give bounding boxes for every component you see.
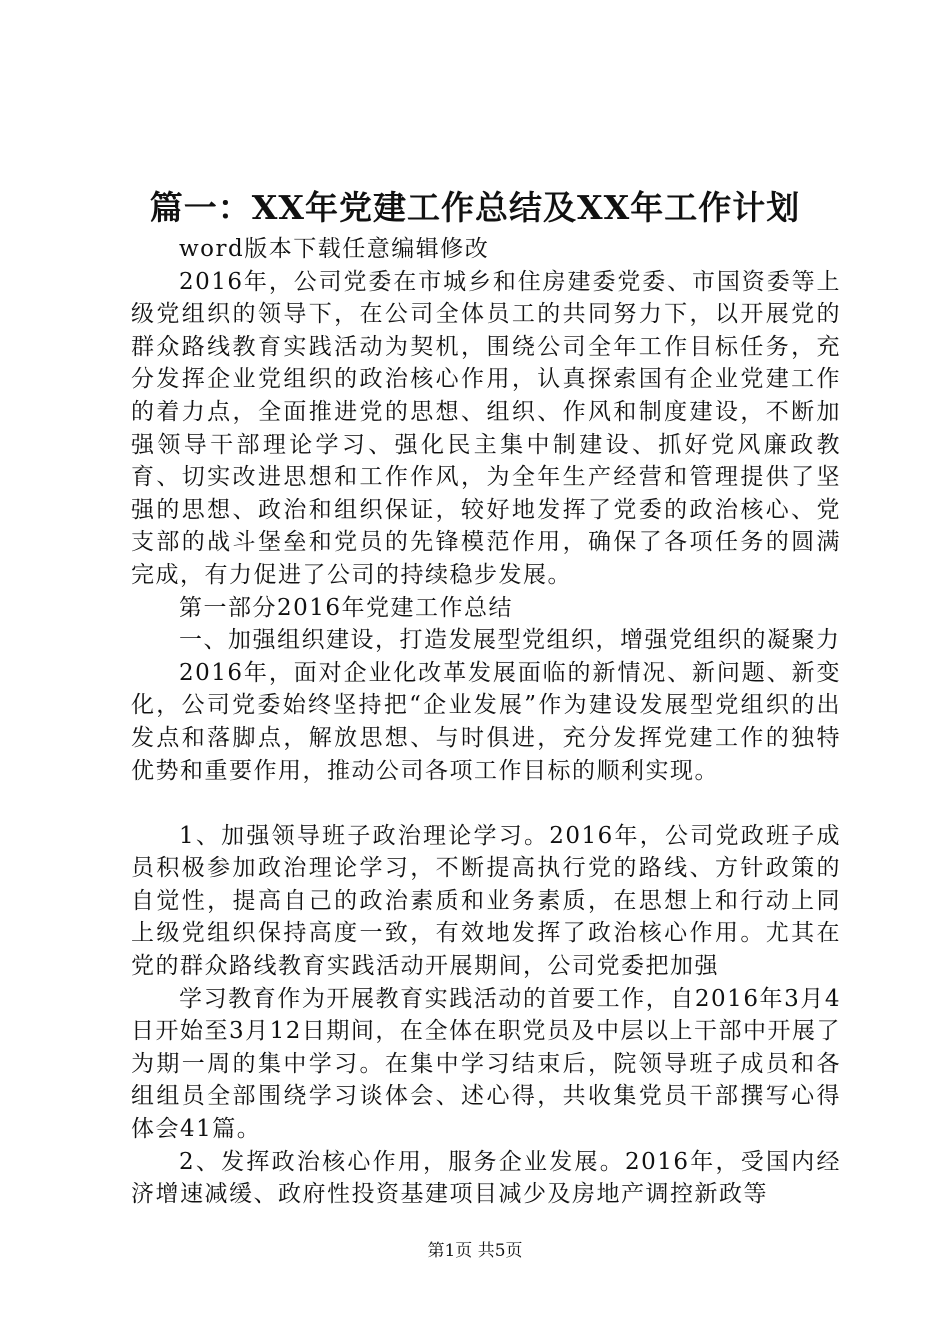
paragraph-study-education: 学习教育作为开展教育实践活动的首要工作，自2016年3月4日开始至3月12日期间，在全体在职党员及中层以上干部中开展了为期一周的集中学习。在集中学习结束后，院领导班子成员和各组组员全部围绕学习谈体会、述心得，共收集党员干部撰写心得体会41篇。	[131, 985, 841, 1143]
section-heading-one: 一、加强组织建设，打造发展型党组织，增强党组织的凝聚力	[179, 627, 841, 654]
paragraph-gap	[131, 787, 841, 820]
page-number-footer: 第1页 共5页	[427, 1241, 523, 1261]
subtitle-line: word版本下载任意编辑修改	[179, 236, 490, 262]
paragraph-intro: 2016年，公司党委在市城乡和住房建委党委、市国资委等上级党组织的领导下，在公司全体员工的共同努力下，以开展党的群众路线教育实践活动为契机，围绕公司全年工作目标任务，充分发挥企业党组织的政治核心作用，认真探索国有企业党建工作的着力点，全面推进党的思想、组织、作风和制度建设，不断加强领导干部理论学习、强化民主集中制建设、抓好党风廉政教育、切实改进思想和工作作风，为全年生产经营和管理提供了坚强的思想、政治和组织保证，较好地发挥了党委的政治核心、党支部的战斗堡垒和党员的先锋模范作用，确保了各项任务的圆满完成，有力促进了公司的持续稳步发展。	[131, 268, 841, 588]
paragraph-item-2: 2、发挥政治核心作用，服务企业发展。2016年，受国内经济增速减缓、政府性投资基建项目减少及房地产调控新政等	[131, 1148, 841, 1208]
paragraph-organization: 2016年，面对企业化改革发展面临的新情况、新问题、新变化，公司党委始终坚持把“企业发展”作为建设发展型党组织的出发点和落脚点，解放思想、与时俱进，充分发挥党建工作的独特优势和重要作用，推动公司各项工作目标的顺利实现。	[131, 659, 841, 784]
document-body	[131, 233, 841, 1211]
paragraph-item-1: 1、加强领导班子政治理论学习。2016年，公司党政班子成员积极参加政治理论学习，不断提高执行党的路线、方针政策的自觉性，提高自己的政治素质和业务素质，在思想上和行动上同上级党组织保持高度一致，有效地发挥了政治核心作用。尤其在党的群众路线教育实践活动开展期间，公司党委把加强	[131, 822, 841, 980]
document-title: 篇一：XX年党建工作总结及XX年工作计划	[149, 188, 801, 227]
section-heading-part-one: 第一部分2016年党建工作总结	[179, 594, 514, 621]
